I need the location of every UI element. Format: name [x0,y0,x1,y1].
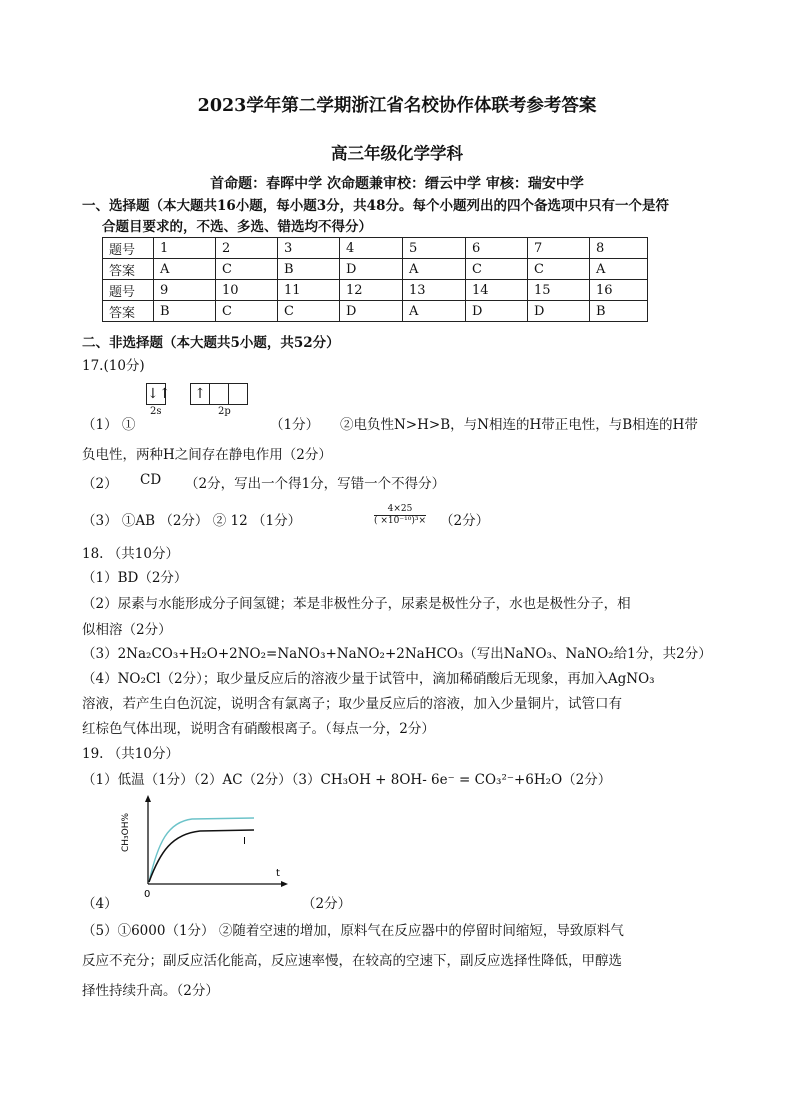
row-label: 题号 [103,238,154,259]
q17-p2-note: （2分，写出一个得1分，写错一个不得分） [185,476,446,492]
fraction-numerator: 4×25 [374,504,426,516]
section2-heading: 二、非选择题（本大题共5小题，共52分） [82,335,340,351]
table-row [103,280,648,301]
q18-label: 18. （共10分） [82,546,179,562]
q19-p1-3: （1）低温（1分）（2）AC（2分）（3）CH₃OH + 8OH- 6e⁻ = CO₃²⁻+6H₂O（2分） [82,772,612,788]
table-cell: B [278,259,340,280]
document-title: 2023学年第二学期浙江省名校协作体联考参考答案 [197,96,597,116]
document-subtitle: 高三年级化学学科 [331,144,463,163]
table-cell: 1 [154,238,216,259]
chart-y-label: CH₃OH% [121,812,131,852]
table-cell: 16 [590,280,648,301]
table-cell: B [590,301,648,322]
q19-p5-cont2: 择性持续升高。（2分） [82,983,219,999]
fraction-denominator: ( ×10⁻¹⁰)³× [374,516,426,526]
chart-origin-label: 0 [144,889,151,900]
table-cell: 2 [216,238,278,259]
section1-heading-cont: 合题目要求的，不选、多选、错选均不得分） [102,219,372,235]
table-cell: 13 [403,280,466,301]
q18-p4: （4）NO₂Cl（2分）；取少量反应后的溶液少量于试管中，滴加稀硝酸后无现象，再加入AgNO₃ [82,671,655,687]
chart-curve-label: I [243,836,246,847]
q17-p3-score: （2分） [440,513,490,529]
table-cell: A [590,259,648,280]
table-cell: 15 [528,280,590,301]
table-cell: 4 [340,238,403,259]
q17-p2-answer: CD [140,472,162,488]
row-label: 答案 [103,259,154,280]
density-fraction [360,504,440,526]
q19-p4-label: （4） [82,896,118,912]
q18-p1: （1）BD（2分） [82,570,188,586]
q17-p1-text-cont: 负电性，两种H之间存在静电作用（2分） [82,447,332,463]
q17-p1-prefix: （1） ① [82,417,136,433]
q18-p4-cont2: 红棕色气体出现，说明含有硝酸根离子。（每点一分，2分） [82,721,435,737]
q19-label: 19. （共10分） [82,746,179,762]
chart-x-label: t [276,868,280,879]
table-row [103,301,648,322]
q18-p2-cont: 似相溶（2分） [82,622,172,638]
row-label: 答案 [103,301,154,322]
table-cell: A [403,301,466,322]
table-row [103,259,648,280]
q17-p2-label: （2） [82,476,118,492]
orbital-2p-label: 2p [218,406,231,417]
q19-p5-cont1: 反应不充分；副反应活化能高，反应速率慢，在较高的空速下，副反应选择性降低，甲醇选 [82,953,622,969]
table-cell: 9 [154,280,216,301]
orbital-2p-box-3 [228,383,248,405]
table-cell: 7 [528,238,590,259]
orbital-2s-box: ↓↑ [146,383,166,405]
table-cell: C [216,301,278,322]
table-cell: D [466,301,528,322]
table-cell: D [528,301,590,322]
orbital-2s-label: 2s [150,406,162,417]
table-cell: C [216,259,278,280]
table-row [103,238,648,259]
q17-p1-text: ②电负性N>H>B，与N相连的H带正电性，与B相连的H带 [340,417,698,433]
q18-p4-cont1: 溶液，若产生白色沉淀，说明含有氯离子；取少量反应后的溶液，加入少量铜片，试管口有 [82,696,622,712]
x-axis-arrow-icon [281,881,288,887]
table-cell: C [466,259,528,280]
table-cell: 5 [403,238,466,259]
table-cell: D [340,301,403,322]
table-cell: B [154,301,216,322]
table-cell: A [154,259,216,280]
table-cell: D [340,259,403,280]
y-axis-arrow-icon [145,795,151,802]
q19-p5: （5）①6000（1分） ②随着空速的增加，原料气在反应器中的停留时间缩短，导致原料气 [82,923,624,939]
table-cell: 14 [466,280,528,301]
q19-p4-score: （2分） [302,896,352,912]
table-cell: 10 [216,280,278,301]
q18-p3: （3）2Na₂CO₃+H₂O+2NO₂=NaNO₃+NaNO₂+2NaHCO₃（写出NaNO₃、NaNO₂给1分，共2分） [82,646,712,662]
orbital-2p-box-1: ↑ [190,383,210,405]
q17-p3-text: （3） ①AB （2分） ② 12 （1分） [82,513,302,529]
table-cell: C [278,301,340,322]
table-cell: 11 [278,280,340,301]
row-label: 题号 [103,280,154,301]
section1-heading: 一、选择题（本大题共16小题，每小题3分，共48分。每个小题列出的四个备选项中只有一个是符 [82,198,669,214]
table-cell: 8 [590,238,648,259]
authors-line: 首命题：春晖中学 次命题兼审校：缙云中学 审核：瑞安中学 [210,176,584,192]
table-cell: C [528,259,590,280]
q18-p2: （2）尿素与水能形成分子间氢键；苯是非极性分子，尿素是极性分子，水也是极性分子，相 [82,596,631,612]
orbital-2p-box-2 [209,383,229,405]
q17-p1-score: （1分） [270,417,320,433]
q17-label: 17.(10分) [82,358,145,374]
table-cell: 3 [278,238,340,259]
answer-table [102,237,648,322]
table-cell: A [403,259,466,280]
methanol-curve-sketch [120,792,300,902]
table-cell: 12 [340,280,403,301]
table-cell: 6 [466,238,528,259]
